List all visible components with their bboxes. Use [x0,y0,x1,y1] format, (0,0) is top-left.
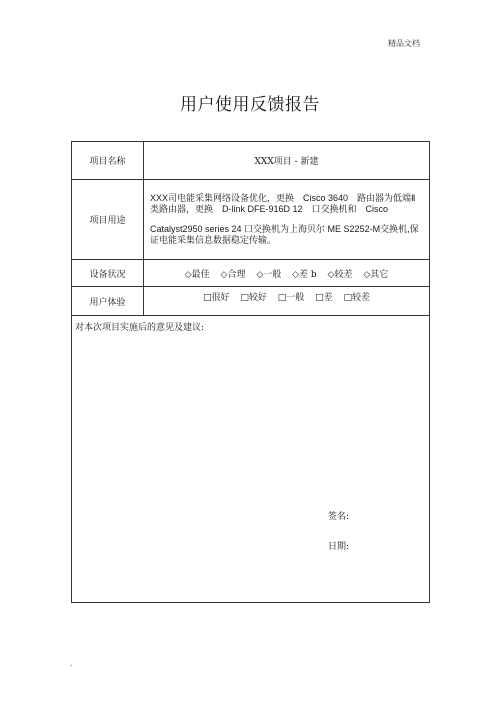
project-name-label: 项目名称 [72,142,144,180]
device-status-label: 设备状况 [72,260,144,287]
project-name-value: XXX项目 - 新建 [144,142,430,180]
document-title: 用户使用反馈报告 [180,95,320,115]
user-experience-option-average[interactable]: □一般 [277,293,305,303]
device-status-option-rather-poor[interactable]: ◇较差 [327,269,353,280]
user-experience-option-poor[interactable]: □差 [315,293,333,303]
user-experience-option-good[interactable]: □较好 [240,293,267,303]
user-experience-option-very-good[interactable]: □很好 [202,293,230,303]
row-project-name [72,142,430,180]
header-note: 精品文档 [388,39,420,48]
device-status-option-reasonable[interactable]: ◇合理 [220,269,246,280]
feedback-form-table [71,141,430,603]
footer-mark: . [70,659,73,668]
device-status-options [144,260,430,287]
user-experience-options [144,287,430,316]
user-experience-option-rather-poor[interactable]: □较差 [343,293,371,303]
user-experience-label: 用户体验 [72,287,144,316]
project-usage-paragraph-1: XXX司电能采集网络设备优化，更换 Cisco 3640 路由器为低端Ⅱ类路由器，更换 D-link DFE-916D 12 口交换机和 Cisco [150,192,416,214]
row-device-status [72,260,430,287]
row-user-experience [72,287,430,316]
opinion-area[interactable] [72,316,430,603]
signature-label: 签名: [328,512,350,522]
row-project-usage [72,180,430,260]
project-usage-paragraph-2: Catalyst2950 series 24 口交换机为上海贝尔 ME S2252-M交换机,保证电能采集信息数据稳定传输。 [150,223,419,245]
device-status-option-other[interactable]: ◇其它 [363,269,389,280]
opinion-label: 对本次项目实施后的意见及建议: [75,323,205,333]
project-usage-value [144,180,430,260]
device-status-option-average[interactable]: ◇一般 [256,269,282,280]
date-label: 日期: [328,542,350,552]
project-usage-label: 项目用途 [72,180,144,260]
device-status-option-best[interactable]: ◇最佳 [184,269,210,280]
row-opinion [72,316,430,603]
device-status-option-poor[interactable]: ◇差 b [292,269,317,280]
